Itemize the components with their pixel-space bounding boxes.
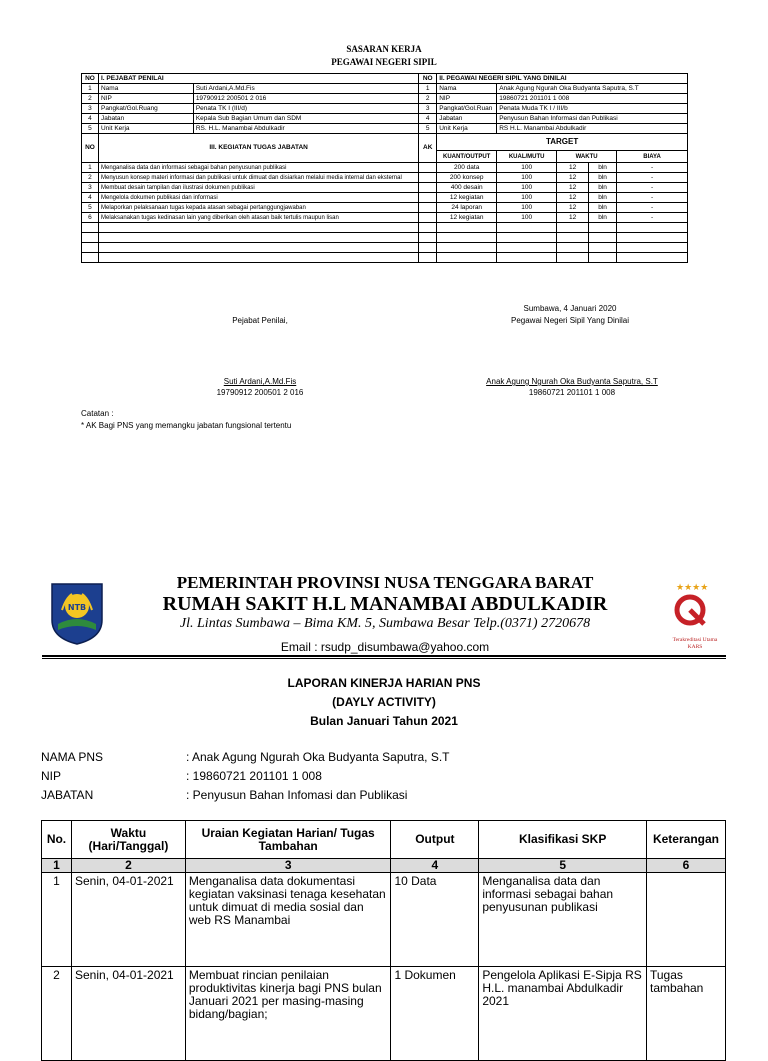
laporan-cell-no: 2 bbox=[42, 967, 72, 1061]
sk-catatan: Catatan : bbox=[81, 409, 114, 418]
sk-kegiatan-row bbox=[82, 163, 688, 173]
kegiatan-waktu: 12 bbox=[557, 183, 589, 193]
nip-value: : 19860721 201101 1 008 bbox=[186, 769, 322, 783]
laporan-header-cell: No. bbox=[42, 821, 72, 859]
sk-target-header: TARGET bbox=[437, 134, 688, 151]
kegiatan-biaya: - bbox=[617, 193, 688, 203]
laporan-header-cell: Output bbox=[391, 821, 479, 859]
kop-divider-thin bbox=[42, 658, 726, 659]
laporan-number-cell: 5 bbox=[479, 859, 647, 873]
dinilai-no: 1 bbox=[419, 84, 437, 94]
sk-info-row bbox=[82, 104, 688, 114]
kegiatan-biaya: - bbox=[617, 163, 688, 173]
laporan-row bbox=[42, 967, 726, 1061]
laporan-cell-waktu: Senin, 04-01-2021 bbox=[71, 967, 185, 1061]
accreditation-body: KARS bbox=[687, 644, 703, 650]
penilai-label: Nama bbox=[98, 84, 193, 94]
sk-section-kegiatan: III. KEGIATAN TUGAS JABATAN bbox=[98, 134, 418, 163]
sk-info-row bbox=[82, 84, 688, 94]
dinilai-no: 5 bbox=[419, 124, 437, 134]
sk-no-header-3: NO bbox=[82, 134, 99, 163]
laporan-header-cell: Keterangan bbox=[646, 821, 725, 859]
penilai-value: Kepala Sub Bagian Umum dan SDM bbox=[193, 114, 418, 124]
kegiatan-ak bbox=[419, 203, 437, 213]
nama-value: : Anak Agung Ngurah Oka Budyanta Saputra, S.T bbox=[186, 750, 450, 764]
sk-no-header: NO bbox=[82, 74, 99, 84]
jabatan-label: JABATAN bbox=[41, 788, 94, 802]
penilai-value: Penata TK I (III/d) bbox=[193, 104, 418, 114]
kegiatan-satuan: bln bbox=[589, 173, 617, 183]
sk-title-2: PEGAWAI NEGERI SIPIL bbox=[331, 57, 437, 67]
kegiatan-satuan: bln bbox=[589, 183, 617, 193]
dinilai-value: Anak Agung Ngurah Oka Budyanta Saputra, S.T bbox=[497, 84, 688, 94]
sk-ak-header: AK bbox=[419, 134, 437, 163]
kegiatan-ak bbox=[419, 213, 437, 223]
sk-kegiatan-row bbox=[82, 183, 688, 193]
kegiatan-no: 2 bbox=[82, 173, 99, 183]
kegiatan-ak bbox=[419, 173, 437, 183]
sk-kegiatan-row bbox=[82, 193, 688, 203]
kegiatan-kual: 100 bbox=[497, 173, 557, 183]
kegiatan-biaya: - bbox=[617, 213, 688, 223]
kegiatan-ak bbox=[419, 193, 437, 203]
dinilai-value: Penata Muda TK I / III/b bbox=[497, 104, 688, 114]
kegiatan-text: Melaksanakan tugas kedinasan lain yang diberikan oleh atasan baik tertulis maupun lisan bbox=[98, 213, 418, 223]
kegiatan-text: Menganalisa data dan informasi sebagai bahan penyusunan publikasi bbox=[98, 163, 418, 173]
kegiatan-satuan: bln bbox=[589, 163, 617, 173]
kegiatan-kuant: 12 kegiatan bbox=[437, 213, 497, 223]
laporan-header-cell: Waktu (Hari/Tanggal) bbox=[71, 821, 185, 859]
kegiatan-biaya: - bbox=[617, 173, 688, 183]
svg-text:★★★★: ★★★★ bbox=[676, 583, 709, 593]
sk-kegiatan-row bbox=[82, 213, 688, 223]
kegiatan-satuan: bln bbox=[589, 213, 617, 223]
laporan-table bbox=[41, 820, 726, 1061]
sk-col-waktu: WAKTU bbox=[557, 151, 617, 163]
penilai-label: Pangkat/Gol.Ruang bbox=[98, 104, 193, 114]
laporan-title-3: Bulan Januari Tahun 2021 bbox=[310, 714, 458, 728]
penilai-label: NIP bbox=[98, 94, 193, 104]
kegiatan-kual: 100 bbox=[497, 193, 557, 203]
laporan-number-cell: 4 bbox=[391, 859, 479, 873]
laporan-number-cell: 1 bbox=[42, 859, 72, 873]
kegiatan-kuant: 200 konsep bbox=[437, 173, 497, 183]
kegiatan-ak bbox=[419, 163, 437, 173]
sk-pegawai-label: Pegawai Negeri Sipil Yang Dinilai bbox=[511, 316, 629, 325]
kop-line-1: PEMERINTAH PROVINSI NUSA TENGGARA BARAT bbox=[176, 573, 594, 592]
kegiatan-kual: 100 bbox=[497, 213, 557, 223]
penilai-no: 1 bbox=[82, 84, 99, 94]
kegiatan-kual: 100 bbox=[497, 203, 557, 213]
kegiatan-no: 4 bbox=[82, 193, 99, 203]
penilai-no: 2 bbox=[82, 94, 99, 104]
sk-sign-left-name: Suti Ardani,A.Md.Fis bbox=[223, 377, 297, 386]
kegiatan-waktu: 12 bbox=[557, 203, 589, 213]
laporan-row bbox=[42, 873, 726, 967]
kegiatan-no: 1 bbox=[82, 163, 99, 173]
dinilai-value: RS H.L. Manambai Abdulkadir bbox=[497, 124, 688, 134]
kegiatan-biaya: - bbox=[617, 203, 688, 213]
seal-text: NTB bbox=[67, 603, 87, 612]
kegiatan-no: 5 bbox=[82, 203, 99, 213]
laporan-cell-skp: Menganalisa data dan informasi sebagai bahan penyusunan publikasi bbox=[479, 873, 647, 967]
kegiatan-text: Menyusun konsep materi informasi dan publikasi untuk dimuat dan disiarkan melalui media internal dan eksternal bbox=[98, 173, 418, 183]
sk-catatan-note: * AK Bagi PNS yang memangku jabatan fungsional tertentu bbox=[81, 421, 292, 430]
sk-sign-right-nip: 19860721 201101 1 008 bbox=[528, 388, 616, 397]
ntb-seal-logo bbox=[48, 580, 106, 646]
laporan-cell-ket: Tugas tambahan bbox=[646, 967, 725, 1061]
laporan-cell-ket bbox=[646, 873, 725, 967]
sk-sign-left-nip: 19790912 200501 2 016 bbox=[216, 388, 304, 397]
laporan-header-cell: Uraian Kegiatan Harian/ Tugas Tambahan bbox=[185, 821, 391, 859]
dinilai-label: NIP bbox=[437, 94, 497, 104]
kop-line-4: Email : rsudp_disumbawa@yahoo.com bbox=[280, 640, 490, 654]
sk-info-row bbox=[82, 124, 688, 134]
kegiatan-no: 6 bbox=[82, 213, 99, 223]
nama-label: NAMA PNS bbox=[41, 750, 104, 764]
kegiatan-biaya: - bbox=[617, 183, 688, 193]
dinilai-no: 2 bbox=[419, 94, 437, 104]
dinilai-no: 4 bbox=[419, 114, 437, 124]
dinilai-label: Unit Kerja bbox=[437, 124, 497, 134]
penilai-no: 5 bbox=[82, 124, 99, 134]
dinilai-no: 3 bbox=[419, 104, 437, 114]
sk-kegiatan-row bbox=[82, 203, 688, 213]
dinilai-value: Penyusun Bahan Informasi dan Publikasi bbox=[497, 114, 688, 124]
kegiatan-waktu: 12 bbox=[557, 193, 589, 203]
laporan-number-cell: 2 bbox=[71, 859, 185, 873]
kegiatan-kuant: 12 kegiatan bbox=[437, 193, 497, 203]
sk-no-header-2: NO bbox=[419, 74, 437, 84]
sasaran-kerja-table bbox=[81, 73, 688, 263]
dinilai-value: 19860721 201101 1 008 bbox=[497, 94, 688, 104]
laporan-title-2: (DAYLY ACTIVITY) bbox=[332, 695, 436, 709]
kegiatan-satuan: bln bbox=[589, 203, 617, 213]
kop-line-2: RUMAH SAKIT H.L MANAMBAI ABDULKADIR bbox=[162, 593, 608, 615]
kegiatan-text: Mengelola dokumen publikasi dan informasi bbox=[98, 193, 418, 203]
kegiatan-text: Membuat desain tampilan dan ilustrasi dokumen publikasi bbox=[98, 183, 418, 193]
sk-info-row bbox=[82, 114, 688, 124]
kegiatan-kual: 100 bbox=[497, 183, 557, 193]
penilai-value: 19790912 200501 2 016 bbox=[193, 94, 418, 104]
sk-pejabat-label: Pejabat Penilai, bbox=[232, 316, 288, 325]
kegiatan-waktu: 12 bbox=[557, 163, 589, 173]
kegiatan-satuan: bln bbox=[589, 193, 617, 203]
kegiatan-kuant: 400 desain bbox=[437, 183, 497, 193]
kegiatan-waktu: 12 bbox=[557, 213, 589, 223]
laporan-header-cell: Klasifikasi SKP bbox=[479, 821, 647, 859]
kop-line-3: Jl. Lintas Sumbawa – Bima KM. 5, Sumbawa Besar Telp.(0371) 2720678 bbox=[179, 616, 591, 631]
sk-col-biaya: BIAYA bbox=[617, 151, 688, 163]
kegiatan-no: 3 bbox=[82, 183, 99, 193]
penilai-no: 4 bbox=[82, 114, 99, 124]
laporan-number-cell: 3 bbox=[185, 859, 391, 873]
dinilai-label: Jabatan bbox=[437, 114, 497, 124]
sk-info-row bbox=[82, 94, 688, 104]
penilai-label: Jabatan bbox=[98, 114, 193, 124]
nip-label: NIP bbox=[41, 769, 62, 783]
sk-col-kuant: KUANT/OUTPUT bbox=[437, 151, 497, 163]
sk-title-1: SASARAN KERJA bbox=[346, 44, 422, 54]
dinilai-label: Pangkat/Gol.Ruan bbox=[437, 104, 497, 114]
sk-kegiatan-row bbox=[82, 173, 688, 183]
kegiatan-waktu: 12 bbox=[557, 173, 589, 183]
kegiatan-ak bbox=[419, 183, 437, 193]
kars-logo bbox=[660, 580, 720, 632]
laporan-cell-uraian: Membuat rincian penilaian produktivitas kinerja bagi PNS bulan Januari 2021 per masing-masing bidang/bagian; bbox=[185, 967, 391, 1061]
kegiatan-kuant: 200 data bbox=[437, 163, 497, 173]
sk-section-dinilai: II. PEGAWAI NEGERI SIPIL YANG DINILAI bbox=[437, 74, 688, 84]
kop-divider bbox=[42, 655, 726, 657]
penilai-value: RS. H.L. Manambai Abdulkadir bbox=[193, 124, 418, 134]
laporan-cell-no: 1 bbox=[42, 873, 72, 967]
laporan-cell-output: 10 Data bbox=[391, 873, 479, 967]
penilai-label: Unit Kerja bbox=[98, 124, 193, 134]
laporan-cell-uraian: Menganalisa data dokumentasi kegiatan vaksinasi tenaga kesehatan untuk dimuat di media sosial dan web RS Manambai bbox=[185, 873, 391, 967]
kegiatan-text: Melaporkan pelaksanaan tugas kepada atasan sebagai pertanggungjawaban bbox=[98, 203, 418, 213]
jabatan-value: : Penyusun Bahan Infomasi dan Publikasi bbox=[186, 788, 408, 802]
laporan-cell-skp: Pengelola Aplikasi E-Sipja RS H.L. manambai Abdulkadir 2021 bbox=[479, 967, 647, 1061]
accreditation-label: Terakreditasi Utama bbox=[672, 637, 718, 643]
laporan-number-cell: 6 bbox=[646, 859, 725, 873]
dinilai-label: Nama bbox=[437, 84, 497, 94]
laporan-cell-waktu: Senin, 04-01-2021 bbox=[71, 873, 185, 967]
penilai-no: 3 bbox=[82, 104, 99, 114]
laporan-title-1: LAPORAN KINERJA HARIAN PNS bbox=[287, 676, 481, 690]
sk-col-kual: KUAL/MUTU bbox=[497, 151, 557, 163]
sk-section-penilai: I. PEJABAT PENILAI bbox=[98, 74, 418, 84]
laporan-cell-output: 1 Dokumen bbox=[391, 967, 479, 1061]
kegiatan-kual: 100 bbox=[497, 163, 557, 173]
kegiatan-kuant: 24 laporan bbox=[437, 203, 497, 213]
penilai-value: Suti Ardani,A.Md.Fis bbox=[193, 84, 418, 94]
sk-sign-right-name: Anak Agung Ngurah Oka Budyanta Saputra, S.T bbox=[486, 377, 658, 386]
sk-place-date: Sumbawa, 4 Januari 2020 bbox=[523, 304, 617, 313]
